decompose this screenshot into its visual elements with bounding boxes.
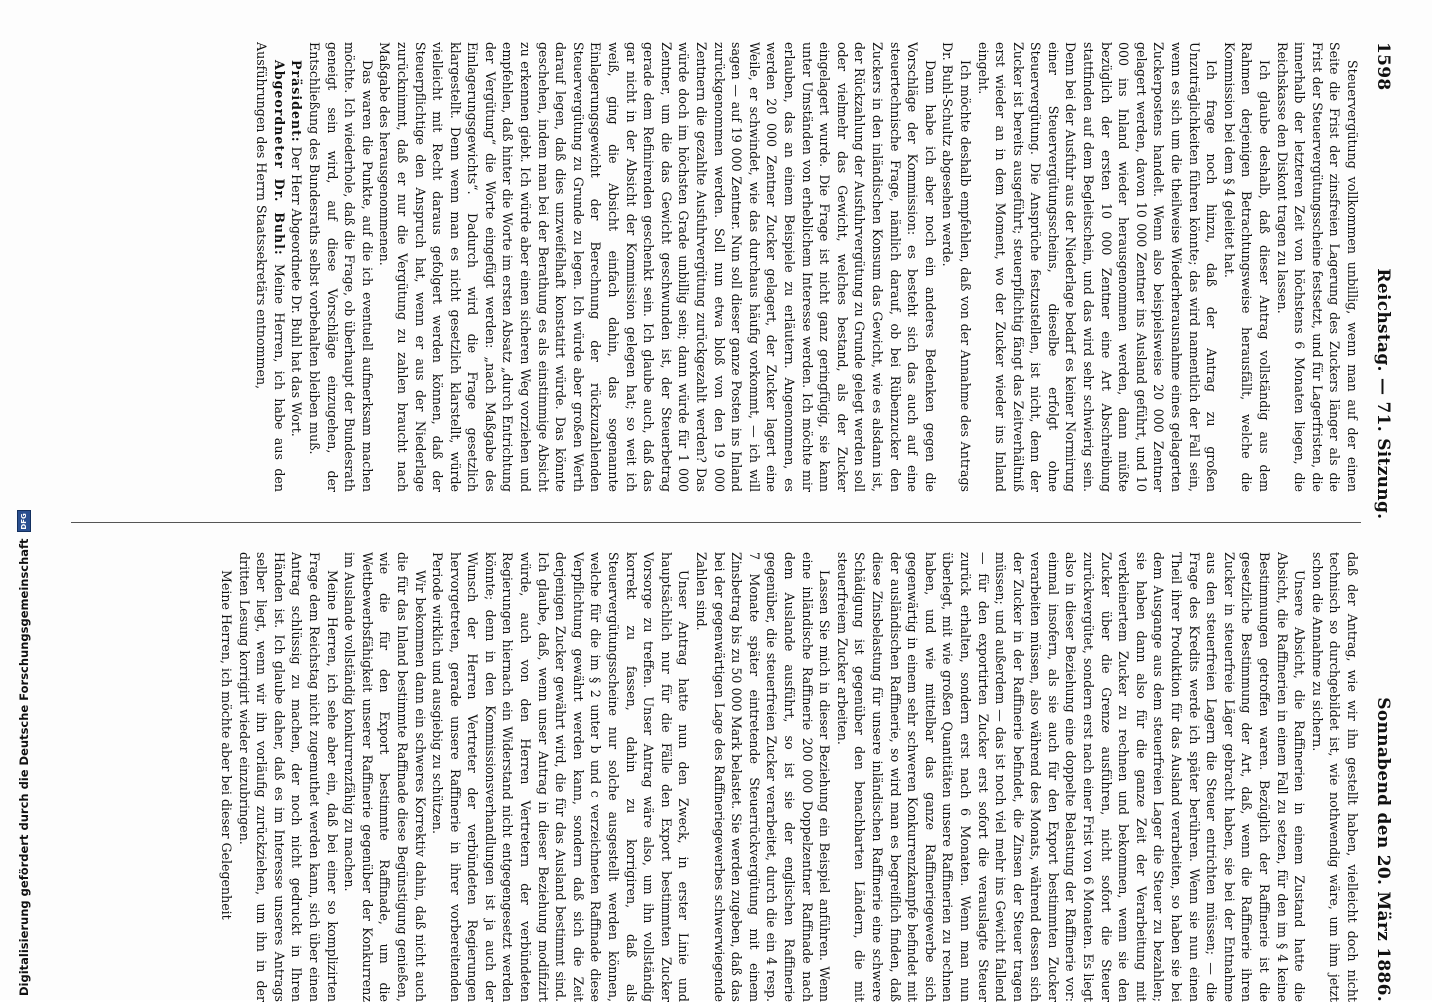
paragraph: daß der Antrag, wie wir ihn gestellt haben, vielleicht doch nicht technisch so durchgebildet ist, wie nothwendig wäre, um ihm jetzt schon die Annahme zu sichern. xyxy=(1309,552,1360,1002)
paragraph: Wir bekommen dann ein schweres Korrektiv dahin, daß nicht auch die für das Inland bestimmte Raffinade diese Begünstigung genießen, wie die für den Export bestimmte Raffinade, um die Wettbewerbsfähigkeit unserer Raffinerie gegenüber der Konkurrenz im Auslande vollständig konkurrenzfähig zu machen. xyxy=(342,552,428,1002)
speaker-label: Abgeordneter Dr. Buhl: xyxy=(271,60,287,256)
left-column xyxy=(61,42,1361,492)
session-title: Reichstag. — 71. Sitzung. xyxy=(1373,268,1393,520)
paragraph: Meine Herren, ich sehe aber ein, daß bei einer so komplizirten Frage dem Reichstag nicht zugemuthet werden kann, sich über einen Antrag schlüssig zu machen, der noch nicht gedruckt in Ihren Händen ist. Ich glaube daher, daß es im Interesse unseres Antrags selber liegt, wenn wir ihn vorläufig zurückziehen, um ihn in der dritten Lesung korrigirt wieder einzubringen. xyxy=(236,552,340,1002)
speaker-label: Präsident: xyxy=(289,60,305,143)
session-date: Sonnabend den 20. März 1886. xyxy=(1373,697,1393,1002)
paragraph: Lassen Sie mich in dieser Beziehung ein Beispiel anführen. Wenn eine inländische Raffinerie 200 000 Doppelzentner Raffinade nach dem Auslande ausführt, so ist sie der englischen Raffinerie gegenüber, die steuerfreien Zucker verarbeitet, durch die ein 4 resp. 7 Monate später eintretende Steuerrückvergütung mit einem Zinsbetrag bis zu 50 000 Mark belastet. Sie werden zugeben, daß das bei der gegenwärtigen Lage des Raffineriegewerbes schwerwiegende Zahlen sind. xyxy=(694,552,833,1002)
paragraph: Ich frage noch hinzu, daß der Antrag zu großen Unzuträglichkeiten führen könnte; das wird namentlich der Fall sein, wenn es sich um die theilweise Wiederherausnahme eines gelagerten Zuckerpostens handelt. Wenn also beispielsweise 20 000 Zentner gelagert werden, davon 10 000 Zentner ins Ausland geführt, und 10 000 ins Inland wieder herausgenommen werden, dann müßte bezüglich der ersten 10 000 Zentner eine Art Abschreibung stattfinden auf dem Begleitschein, und das wird sehr schwierig sein. Denn bei der Ausfuhr aus der Niederlage bedarf es keiner Normirung einer Steuervergütungsscheins, dieselbe erfolgt ohne Steuervergütung. Die Ansprüche festzustellen, ist nicht, denn der Zucker ist bereits ausgeführt; steuerpflichtig fängt das Zeitverhältniß erst wieder an in dem Moment, wo der Zucker wieder ins Inland eingeht. xyxy=(975,42,1220,492)
paragraph: Ich möchte deshalb empfehlen, daß von der Annahme des Antrags Dr. Buhl-Schultz abgesehen werde. xyxy=(940,42,973,492)
credit-text: Digitalisierung gefördert durch die Deutsche Forschungsgemeinschaft xyxy=(17,538,31,996)
paragraph: Steuervergütung vollkommen unbillig, wenn man auf der einen Seite die Frist der zinsfreien Lagerung des Zuckers länger als die Frist der Steuervergütungsscheine festsetzt, und für Lagerfristen, die innerhalb der letzteren Zeit von höchstens 6 Monaten liegen, die Reichskasse den Diskont tragen zu lassen. xyxy=(1274,42,1360,492)
paragraph: Unsere Absicht, die Raffinerien in einem Zustand hatte die Absicht, die Raffinerien in einem Fall zu setzen, für den im § 4 keine Bestimmungen getroffen waren. Bezüglich der Raffinerie ist die gesetzliche Bestimmung der Art, daß, wenn die Raffinerie ihren Zucker in steuerfreie Läger gebracht haben, sie bei der Entnahme aus den steuerfreien Lagern die Steuer entrichten müssen; — die Frage des Kredits werde ich später berühren. Wenn sie nun einen Theil ihrer Produktion für das Ausland verarbeiten, so haben sie bei dem Ausgange aus dem steuerfreien Lager die Steuer zu bezahlen; sie haben dann also für die ganze Zeit der Verarbeitung mit verkleinertem Zucker zu rechnen und bekommen, wenn sie den Zucker über die Grenze ausführen, nicht sofort die Steuer zurückvergütet, sondern erst nach einer Frist von 6 Monaten. Es liegt also in dieser Beziehung eine doppelte Belastung der Raffinerie vor: einmal insofern, als sie auch für den Export bestimmten Zucker verarbeiten müssen, also während des Monats, während dessen sich der Zucker in der Raffinerie befindet, die Zinsen der Steuer tragen müssen; und außerdem — das ist noch viel mehr ins Gewicht fallend — für den exportirten Zucker erst sofort die verauslagte Steuer zurück erhalten, sondern erst nach 6 Monaten. Wenn man nun überlegt, mit wie großen Quantitäten unsere Raffinerien zu rechnen haben, und wie mittelbar das ganze Raffineriegewerbe sich gegenwärtig in einem sehr schweren Konkurrenzkampfe befindet mit der ausländischen Raffinerie, so wird man es begreiflich finden, daß diese Zinsbelastung für unsere inländischen Raffinerie eine schwere Schädigung ist gegenüber den benachbarten Ländern, die mit steuerfreiem Zucker arbeiten. xyxy=(834,552,1308,1002)
page-number: 1598 xyxy=(1373,42,1393,91)
digitization-credit xyxy=(17,510,31,996)
speaker-paragraph xyxy=(253,42,288,492)
right-column xyxy=(61,552,1361,1002)
running-head xyxy=(1371,42,1395,1002)
dfg-logo-icon: DFG xyxy=(17,510,31,532)
speaker-text: Meine Herren, ich habe aus den Ausführungen des Herrn Staatssekretärs entnommen, xyxy=(254,42,287,492)
paragraph: Unser Antrag hatte nun den Zweck, in erster Linie und hauptsächlich nur für die Fälle den Export bestimmten Zucker Vorsorge zu treffen. Unser Antrag wäre also, um ihn vollständig korrekt zu fassen, dahin zu korrigiren, daß als Steuervergütungsscheine nur solche ausgestellt werden können, welche für die im § 2 unter b und c verzeichneten Raffinade diese Verpflichtung gewährt werden kann, sondern daß sich die Zeit derjenigen Zucker gewährt wird, die für das Ausland bestimmt sind. Ich glaube, daß, wenn unser Antrag in dieser Beziehung modifizirt würde, auch von den Herren Vertretern der verbündeten Regierungen hiernach ein Widerstand nicht entgegengesetzt werden könnte; denn in den Kommissionsverhandlungen ist ja auch der Wunsch der Herren Vertreter der verbündeten Regierungen hervorgetreten, gerade unsere Raffinerie in ihrer vorbereitenden Periode wirklich und ausgiebig zu schützen. xyxy=(430,552,692,1002)
column-divider xyxy=(71,522,1361,523)
paragraph: Dann habe ich aber noch ein anderes Bedenken gegen die Vorschläge der Kommission: es besteht sich das auch auf eine steuertechnische Frage, nämlich darauf, ob bei Rübenzucker den Zuckers in den inländischen Konsum das Gewicht, wie es alsdann ist, der Rückzahlung der Ausfuhrvergütung zu Grunde gelegt werden soll oder vielmehr das Gewicht, welches bestand, als der Zucker eingelagert wurde. Die Frage ist nicht ganz geringfügig, sie kann unter Umständen von erheblichem Interesse werden. Ich möchte mir erlauben, das an einem Beispiele zu erläutern. Angenommen, es werden 20 000 Zentner Zucker gelagert, der Zucker lagert eine Weile, er schwindet, wie das durchaus häufig vorkommt, — ich will sagen — auf 19 000 Zentner. Nun soll dieser ganze Posten ins Inland zurückgenommen werden. Soll nun etwa bloß von den 19 000 Zentnern die gezahlte Ausfuhrvergütung zurückgezahlt werden? Das würde doch im höchsten Grade unbillig sein; dann würde für 1 000 Zentner, um die das Gewicht geschwunden ist, der Steuerbetrag gerade dem Refinirenden geschenkt sein. Ich glaube auch, daß das gar nicht in der Absicht der Kommission gelegen hat; so weit ich weiß, ging die Absicht einfach dahin, das sogenannte Einlagerungsgewicht der Berechnung der rückzuzahlenden Steuervergütung zu Grunde zu legen. Ich würde aber großen Werth darauf legen, daß dies unzweifelhaft konstatirt würde. Das könnte geschehen, indem man bei der Berathung es als einstimmige Absicht zu erkennen giebt. Ich würde aber einen sicheren Weg vorziehen und empfehlen, daß hinter die Worte im ersten Absatz „durch Entrichtung der Vergütung“ die Worte eingefügt werden: „nach Maßgabe des Einlagerungsgewichts“. Dadurch wird die Frage gesetzlich klargestellt. Denn wenn man es nicht gesetzlich klarstellt, würde vielleicht mit Recht daraus gefolgert werden können, daß der Steuerpflichtige den Anspruch hat, wenn er aus der Niederlage zurücknimmt, daß er nur die Vergütung zu zahlen braucht nach Maßgabe des herausgenommenen. xyxy=(377,42,938,492)
paragraph: Das waren die Punkte, auf die ich eventuell aufmerksam machen möchte. Ich wiederhole, daß die Frage, ob überhaupt der Bundesrath geneigt sein wird, auf diese Vorschläge einzugehen, der Entschließung des Bundesraths selbst vorbehalten bleiben muß. xyxy=(306,42,375,492)
paragraph: Ich glaube deshalb, daß dieser Antrag vollständig aus dem Rahmen derjenigen Betrachtungsweise herausfällt, welche die Kommission bei dem § 4 geleitet hat. xyxy=(1221,42,1273,492)
speaker-paragraph xyxy=(288,42,306,492)
rotated-page-content xyxy=(35,42,1395,1002)
speaker-text: Der Herr Abgeordnete Dr. Buhl hat das Wort. xyxy=(289,146,305,437)
paragraph: Meine Herren, ich möchte aber bei dieser Gelegenheit xyxy=(219,570,234,920)
